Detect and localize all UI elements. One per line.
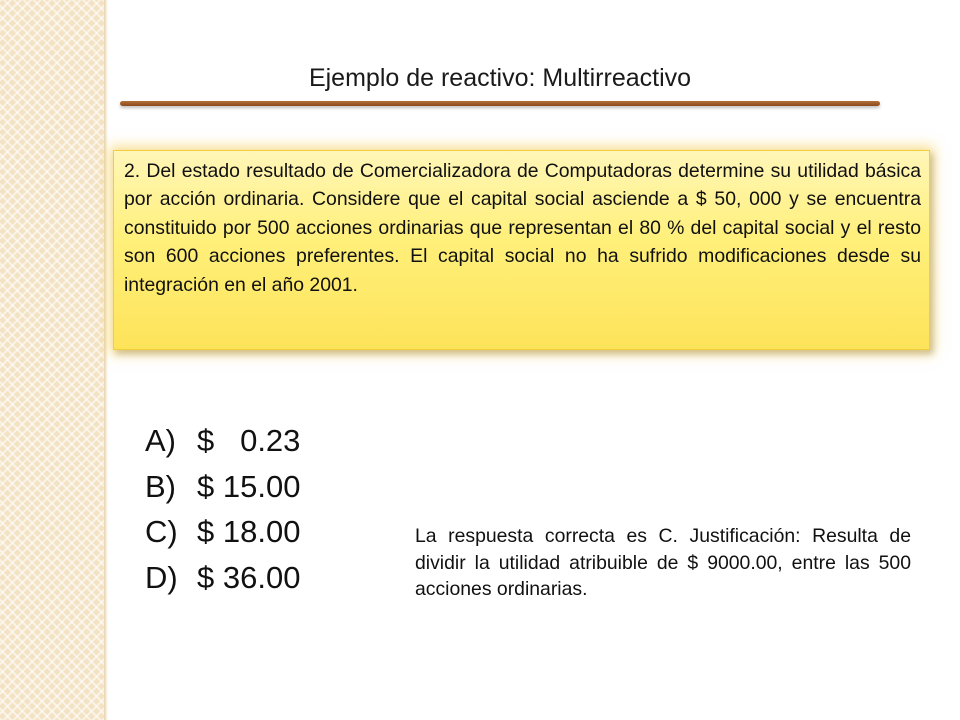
side-strip-edge [104, 0, 108, 720]
option-value: $ 0.23 [197, 423, 301, 458]
option-c [145, 509, 300, 555]
decorative-side-strip [0, 0, 104, 720]
question-box [113, 150, 930, 350]
slide-title: Ejemplo de reactivo: Multirreactivo [308, 64, 692, 92]
answer-justification: La respuesta correcta es C. Justificación: Resulta de dividir la utilidad atribuible de $ 9000.00, entre las 500 acciones ordinarias. [415, 525, 911, 600]
option-letter: C) [145, 514, 178, 549]
option-letter: D) [145, 559, 178, 595]
title-divider [120, 101, 880, 106]
option-value: $ 36.00 [197, 559, 301, 595]
option-a [145, 418, 300, 464]
option-value: $ 18.00 [197, 514, 301, 549]
option-b [145, 464, 300, 510]
option-value: $ 15.00 [197, 468, 301, 504]
question-text: 2. Del estado resultado de Comercializadora de Computadoras determine su utilidad básica por acción ordinaria. Considere que el capital social asciende a $ 50, 000 y se encuentra constituido por 500 acciones ordinarias que representan el 80 % del capital social y el resto son 600 acciones preferentes. El capital social no ha sufrido modificaciones desde su integración en el año 2001. [124, 160, 921, 296]
option-letter: A) [145, 423, 176, 458]
option-letter: B) [145, 468, 176, 504]
option-d [145, 555, 300, 601]
answer-options-list [145, 418, 300, 600]
